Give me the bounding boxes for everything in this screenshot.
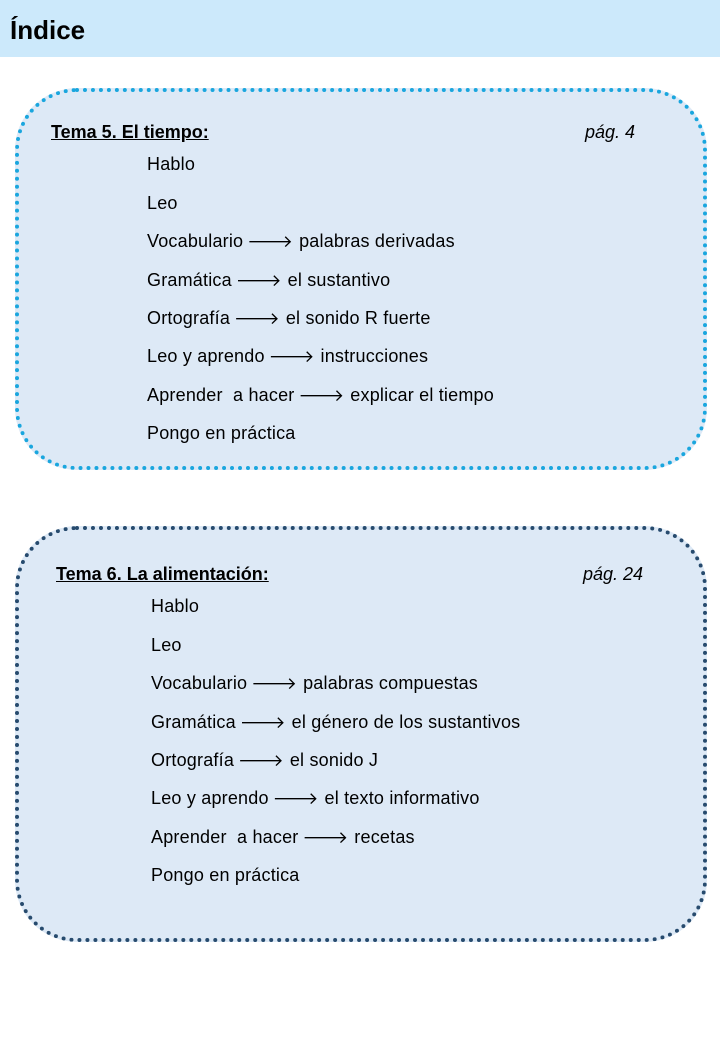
item-label: Pongo en práctica [151,865,300,885]
arrow-right-icon: 🡒 [235,271,282,290]
item-target: instrucciones [320,346,429,366]
item-target: palabras compuestas [303,673,478,693]
arrow-right-icon: 🡒 [268,347,315,366]
item-target: el texto informativo [324,788,480,808]
list-item [147,384,494,407]
item-target: recetas [354,827,415,847]
list-item [151,864,300,886]
section-page-tema-5: pág. 4 [585,122,636,142]
item-label: Hablo [151,596,200,616]
list-item [147,345,428,368]
item-label: Ortografía [151,750,235,770]
arrow-right-icon: 🡒 [302,828,349,847]
arrow-right-icon: 🡒 [272,789,319,808]
item-label: Vocabulario [147,231,244,251]
item-target: explicar el tiempo [350,385,494,405]
list-item [151,595,199,617]
list-item [147,153,195,175]
list-item [151,749,378,772]
item-target: el sonido J [289,750,379,770]
section-title-tema-5[interactable]: Tema 5. El tiempo: [51,122,209,142]
item-target: el sustantivo [287,270,391,290]
item-label: Vocabulario [151,673,248,693]
list-item [147,269,390,292]
section-box-tema-6 [15,526,707,942]
list-item [151,826,415,849]
arrow-right-icon: 🡒 [251,674,298,693]
list-item [151,787,480,810]
item-label: Leo [151,635,182,655]
arrow-right-icon: 🡒 [298,386,345,405]
item-target: el género de los sustantivos [291,712,521,732]
list-item [147,307,431,330]
list-item [151,672,478,695]
item-target: palabras derivadas [299,231,455,251]
list-item [151,711,520,734]
item-label: Aprender a hacer [147,385,295,405]
arrow-right-icon: 🡒 [234,309,280,328]
item-target: el sonido R fuerte [285,308,431,328]
arrow-right-icon: 🡒 [238,751,284,770]
arrow-right-icon: 🡒 [239,713,286,732]
list-item [147,230,455,253]
item-label: Leo [147,193,178,213]
item-label: Leo y aprendo [151,788,269,808]
page-title: Índice [10,15,86,45]
item-label: Gramática [151,712,236,732]
section-title-tema-6[interactable]: Tema 6. La alimentación: [56,564,269,584]
list-item [147,422,296,444]
item-label: Gramática [147,270,232,290]
item-label: Leo y aprendo [147,346,265,366]
header-bar [0,0,720,57]
item-label: Pongo en práctica [147,423,296,443]
list-item [151,634,182,656]
list-item [147,192,178,214]
item-label: Ortografía [147,308,231,328]
section-page-tema-6: pág. 24 [583,564,644,584]
arrow-right-icon: 🡒 [247,232,294,251]
item-label: Aprender a hacer [151,827,299,847]
item-label: Hablo [147,154,196,174]
